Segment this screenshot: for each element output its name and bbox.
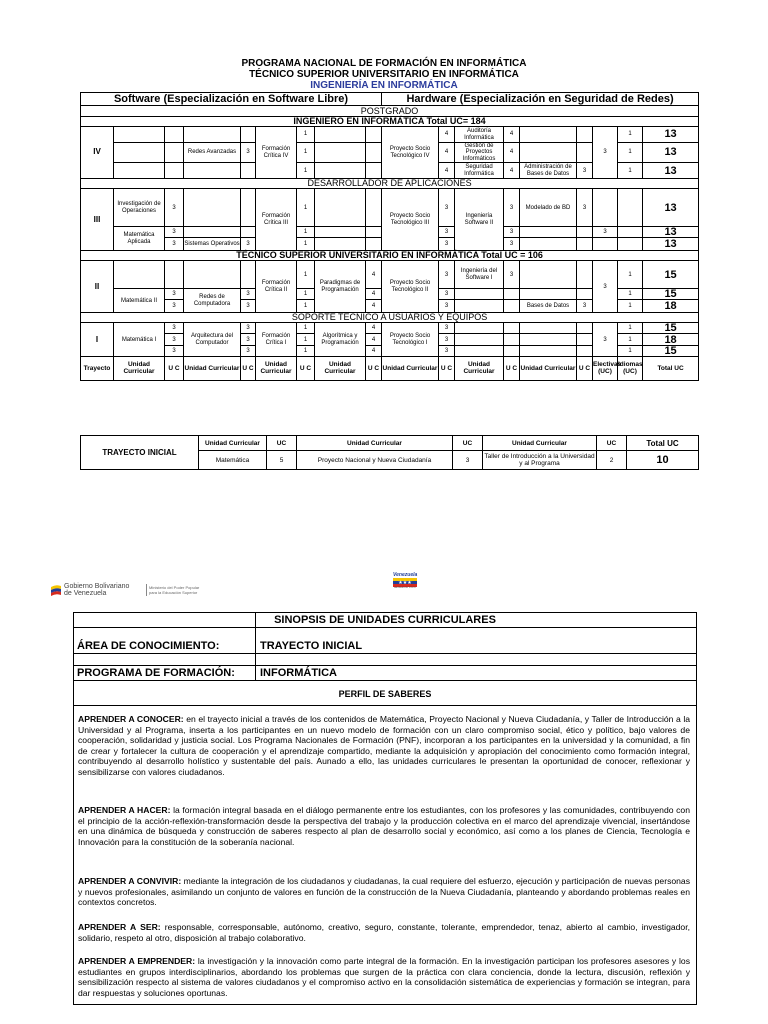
uc: 4 xyxy=(366,346,382,357)
redes-avanzadas: Redes Avanzadas xyxy=(184,143,241,163)
uc: 3 xyxy=(241,300,256,313)
uc: 4 xyxy=(366,323,382,334)
sinopsis-box xyxy=(73,612,697,1005)
convivir-heading: APRENDER A CONVIVIR: xyxy=(78,876,182,886)
uc: 1 xyxy=(297,143,315,163)
bases-de-datos: Bases de Datos xyxy=(520,300,577,313)
total-uc: 13 xyxy=(643,189,699,227)
uc: 4 xyxy=(366,289,382,300)
uc: 3 xyxy=(439,334,455,346)
admin-bd: Administración de Bases de Datos xyxy=(520,163,577,179)
uc: 3 xyxy=(439,261,455,289)
uc: 1 xyxy=(297,300,315,313)
min-line1: Ministerio del Poder Popular xyxy=(149,585,200,590)
foot-electivas: Electivas (UC) xyxy=(593,357,618,381)
area-label: ÁREA DE CONOCIMIENTO: xyxy=(77,640,220,652)
ini-matematica: Matemática xyxy=(199,451,267,470)
area-value: TRAYECTO INICIAL xyxy=(260,640,363,652)
aprender-ser xyxy=(78,922,690,943)
uc: 3 xyxy=(165,346,184,357)
idioma: 1 xyxy=(618,323,643,334)
uc: 3 xyxy=(577,300,593,313)
idioma: 1 xyxy=(618,346,643,357)
svg-text:★★★: ★★★ xyxy=(398,580,412,586)
uc: 4 xyxy=(366,334,382,346)
total-uc: 13 xyxy=(643,127,699,143)
uc: 3 xyxy=(439,300,455,313)
foot-trayecto: Trayecto xyxy=(81,357,114,381)
uc: 5 xyxy=(267,451,297,470)
uc: 4 xyxy=(504,127,520,143)
ini-h-unidad: Unidad Curricular xyxy=(483,436,597,451)
uc: 1 xyxy=(297,323,315,334)
proyecto-iv: Proyecto Socio Tecnológico IV xyxy=(382,127,439,179)
soporte-header: SOPORTE TÉCNICO A USUARIOS Y EQUIPOS xyxy=(81,313,699,323)
foot-unidad: Unidad Curricular xyxy=(184,357,241,381)
uc: 3 xyxy=(241,143,256,163)
uc: 3 xyxy=(439,227,455,238)
uc: 3 xyxy=(165,289,184,300)
prog-value: INFORMÁTICA xyxy=(260,667,337,679)
foot-unidad: Unidad Curricular xyxy=(520,357,577,381)
foot-unidad: Unidad Curricular xyxy=(114,357,165,381)
ingeniero-header: INGENIERO EN INFORMÁTICA Total UC= 184 xyxy=(81,117,699,127)
emprender-heading: APRENDER A EMPRENDER: xyxy=(78,956,196,966)
matematica-aplicada: Matemática Aplicada xyxy=(114,227,165,251)
software-header: Software (Especialización en Software Libre) xyxy=(81,93,382,106)
tsu-title: TÉCNICO SUPERIOR UNIVERSITARIO EN INFORMÁTICA xyxy=(249,69,519,80)
uc: 3 xyxy=(439,323,455,334)
aprender-convivir xyxy=(78,876,690,908)
prog-label: PROGRAMA DE FORMACIÓN: xyxy=(77,667,235,679)
matematica-ii: Matemática II xyxy=(114,289,165,313)
uc: 4 xyxy=(366,261,382,289)
uc: 3 xyxy=(439,189,455,227)
uc: 1 xyxy=(297,127,315,143)
aprender-conocer xyxy=(78,714,690,777)
gob-line2: de Venezuela xyxy=(64,590,107,597)
uc: 1 xyxy=(297,261,315,289)
foot-uc: U C xyxy=(241,357,256,381)
foot-unidad: Unidad Curricular xyxy=(382,357,439,381)
idioma: 1 xyxy=(618,289,643,300)
ini-h-total: Total UC xyxy=(627,436,699,451)
ing-software-i: Ingeniería del Software I xyxy=(455,261,504,289)
foot-uc: U C xyxy=(366,357,382,381)
redes-computadora: Redes de Computadora xyxy=(184,289,241,313)
total-uc: 13 xyxy=(643,227,699,238)
foot-idiomas: Idiomas (UC) xyxy=(618,357,643,381)
ini-pnnc: Proyecto Nacional y Nueva Ciudadanía xyxy=(297,451,453,470)
aprender-emprender xyxy=(78,956,690,998)
gob-line1: Gobierno Bolivariano xyxy=(64,583,130,590)
convivir-text: mediante la integración de los ciudadanos y ciudadanas, la cual requiere del esfuerzo, ejecución y participación de nuevas personas y nuevos profesionales, asimilando un conjunto de valores en función de la construcción de la Nueva Ciudadanía, planteando y abordando problemas reales en contextos concretos. xyxy=(78,876,690,907)
uc: 4 xyxy=(504,163,520,179)
total-uc: 13 xyxy=(643,143,699,163)
tsu-header: TÉCNICO SUPERIOR UNIVERSITARIO EN INFORMÁTICA Total UC = 106 xyxy=(81,251,699,261)
uc: 3 xyxy=(241,334,256,346)
uc: 3 xyxy=(241,346,256,357)
venezuela-sub: AHORA ES DE TODOS xyxy=(394,587,416,589)
total-uc: 15 xyxy=(643,323,699,334)
uc: 1 xyxy=(297,227,315,238)
uc: 3 xyxy=(165,300,184,313)
uc: 1 xyxy=(297,346,315,357)
hw-unit: Auditoría Informática xyxy=(455,127,504,143)
idioma: 1 xyxy=(618,261,643,289)
electiva-ii: 3 xyxy=(593,261,618,313)
postgrado-header: POSTGRADO xyxy=(81,106,699,117)
uc: 3 xyxy=(439,346,455,357)
trayecto-ii: II xyxy=(81,261,114,313)
uc: 3 xyxy=(165,227,184,238)
uc: 1 xyxy=(297,289,315,300)
uc: 3 xyxy=(577,163,593,179)
total-uc: 13 xyxy=(643,238,699,251)
ini-h-uc: UC xyxy=(267,436,297,451)
idioma: 1 xyxy=(618,163,643,179)
uc: 1 xyxy=(297,163,315,179)
trayecto-iv: IV xyxy=(81,127,114,179)
uc: 3 xyxy=(165,334,184,346)
proyecto-ii: Proyecto Socio Tecnológico II xyxy=(382,261,439,313)
uc: 1 xyxy=(297,238,315,251)
algoritmica: Algorítmica y Programación xyxy=(315,323,366,357)
hacer-heading: APRENDER A HACER: xyxy=(78,805,171,815)
total-uc: 15 xyxy=(643,261,699,289)
uc: 4 xyxy=(366,300,382,313)
trayecto-inicial-table xyxy=(80,435,699,470)
sinopsis-title: SINOPSIS DE UNIDADES CURRICULARES xyxy=(74,613,696,628)
uc: 4 xyxy=(439,163,455,179)
idioma: 1 xyxy=(618,300,643,313)
foot-uc: U C xyxy=(297,357,315,381)
venezuela-logo xyxy=(393,573,417,591)
ing-software-ii: Ingeniería Software II xyxy=(455,189,504,251)
trayecto-iii: III xyxy=(81,189,114,251)
conocer-text: en el trayecto inicial a través de los contenidos de Matemática, Proyecto Nacional y Nueva Ciudadanía, y Taller de Introducción a la Universidad y al Programa, inserta a los participantes en un nuevo modelo de formación con un claro compromiso social, ético y político, bajo valores de cooperación, solidaridad y justicia social. Los Programa Nacionales de Formación (PNF), incorporan a los participantes en la universidad y la comunidad, a fin de crear y fortalecer la cultura de cooperación y el aprendizaje compartido, mediante la adquisición y apropiación del conocimiento como formación integral, contribuyendo al desarrollo holístico y sustentable del país. Aunado a ello, las unidades curriculares le presentan la oportunidad de conocer, reflexionar y sensibilizarse con valores ciudadanos. xyxy=(78,714,691,777)
fc-iv: Formación Crítica IV xyxy=(256,127,297,179)
venezuela-word: Venezuela xyxy=(393,572,418,578)
ini-h-unidad: Unidad Curricular xyxy=(297,436,453,451)
ini-h-uc: UC xyxy=(597,436,627,451)
paradigmas: Paradigmas de Programación xyxy=(315,261,366,313)
emprender-text: la investigación y la innovación como parte integral de la formación. En la investigación participan los profesores asesores y los estudiantes en grupos interdisciplinarios, abordando los problemas que surgen de la práctica con clara conciencia, donde la lectura, discusión, reflexión y sensibilización respecto al sistema de valores ciudadanos y el compromiso activo en la consolidación sistemática de experiencias y formación se integran, para dar respuestas y soluciones oportunas. xyxy=(78,956,690,998)
aprender-hacer xyxy=(78,805,690,847)
uc: 3 xyxy=(241,323,256,334)
ser-text: responsable, corresponsable, autónomo, creativo, seguro, constante, tolerante, emprendedor, tenaz, abierto al cambio, investigador, solidario, respeto al otro, disposición al trabajo colaborativo. xyxy=(78,922,690,943)
uc: 3 xyxy=(504,238,520,251)
idioma: 1 xyxy=(618,334,643,346)
uc: 3 xyxy=(439,289,455,300)
uc: 4 xyxy=(504,143,520,163)
ini-h-uc: UC xyxy=(453,436,483,451)
uc: 4 xyxy=(439,127,455,143)
ini-taller: Taller de Introducción a la Universidad y al Programa xyxy=(483,451,597,470)
venezuela-stars-icon xyxy=(393,578,417,587)
program-title: PROGRAMA NACIONAL DE FORMACIÓN EN INFORMÁTICA xyxy=(241,58,527,69)
proyecto-i: Proyecto Socio Tecnológico I xyxy=(382,323,439,357)
electiva-iv: 3 xyxy=(593,127,618,179)
total-uc: 15 xyxy=(643,346,699,357)
total-uc: 18 xyxy=(643,300,699,313)
uc: 3 xyxy=(439,238,455,251)
ini-total: 10 xyxy=(627,451,699,470)
desarrollador-header: DESARROLLADOR DE APLICACIONES xyxy=(81,179,699,189)
sistemas-operativos: Sistemas Operativos xyxy=(184,238,241,251)
foot-total: Total UC xyxy=(643,357,699,381)
uc: 3 xyxy=(453,451,483,470)
hacer-text: la formación integral basada en el diálogo permanente entre los estudiantes, con los profesores y las comunidades, contribuyendo con el principio de la acción-reflexión-transformación desde la perspectiva del trabajo y la producción colectiva en el marco del aprendizaje vivencial, insertándose en una dinámica de búsqueda y construcción de saberes respecto al plan de desarrollo social y económico, así como a los planes de Ciencia, Tecnología e Innovación para la constitución de la soberanía nacional. xyxy=(78,805,690,847)
hw-unit: Gestión de Proyectos Informáticos xyxy=(455,143,504,163)
gobierno-logo xyxy=(50,582,220,600)
uc: 3 xyxy=(165,189,184,227)
trayecto-inicial-label: TRAYECTO INICIAL xyxy=(81,436,199,470)
idioma: 1 xyxy=(618,143,643,163)
modelado-bd: Modelado de BD xyxy=(520,189,577,227)
fc-ii: Formación Crítica II xyxy=(256,261,297,313)
ingenieria-title: INGENIERÍA EN INFORMÁTICA xyxy=(310,80,458,91)
uc: 4 xyxy=(439,143,455,163)
foot-uc: U C xyxy=(165,357,184,381)
uc: 1 xyxy=(297,334,315,346)
uc: 3 xyxy=(504,261,520,289)
foot-unidad: Unidad Curricular xyxy=(455,357,504,381)
electiva-i: 3 xyxy=(593,323,618,357)
conocer-heading: APRENDER A CONOCER: xyxy=(78,714,184,724)
foot-unidad: Unidad Curricular xyxy=(315,357,366,381)
uc: 2 xyxy=(597,451,627,470)
trayecto-i: I xyxy=(81,323,114,357)
total-uc: 18 xyxy=(643,334,699,346)
perfil-title: PERFIL DE SABERES xyxy=(338,689,432,699)
foot-unidad: Unidad Curricular xyxy=(256,357,297,381)
uc: 3 xyxy=(577,189,593,227)
hardware-header: Hardware (Especialización en Seguridad de Redes) xyxy=(382,93,699,106)
electiva-iii: 3 xyxy=(593,227,618,238)
fc-iii: Formación Crítica III xyxy=(256,189,297,251)
matematica-i: Matemática I xyxy=(114,323,165,357)
min-line2: para la Educación Superior xyxy=(149,590,198,595)
total-uc: 15 xyxy=(643,289,699,300)
foot-uc: U C xyxy=(577,357,593,381)
ser-heading: APRENDER A SER: xyxy=(78,922,161,932)
ini-h-unidad: Unidad Curricular xyxy=(199,436,267,451)
foot-uc: U C xyxy=(504,357,520,381)
arquitectura: Arquitectura del Computador xyxy=(184,323,241,357)
total-uc: 13 xyxy=(643,163,699,179)
hw-unit: Seguridad Informática xyxy=(455,163,504,179)
proyecto-iii: Proyecto Socio Tecnológico III xyxy=(382,189,439,251)
uc: 3 xyxy=(241,289,256,300)
uc: 3 xyxy=(241,238,256,251)
foot-uc: U C xyxy=(439,357,455,381)
idioma: 1 xyxy=(618,127,643,143)
inv-operaciones: Investigación de Operaciones xyxy=(114,189,165,227)
uc: 3 xyxy=(165,238,184,251)
uc: 3 xyxy=(165,323,184,334)
uc: 3 xyxy=(504,227,520,238)
uc: 3 xyxy=(504,189,520,227)
fc-i: Formación Crítica I xyxy=(256,323,297,357)
uc: 1 xyxy=(297,189,315,227)
curriculum-table xyxy=(80,92,699,381)
